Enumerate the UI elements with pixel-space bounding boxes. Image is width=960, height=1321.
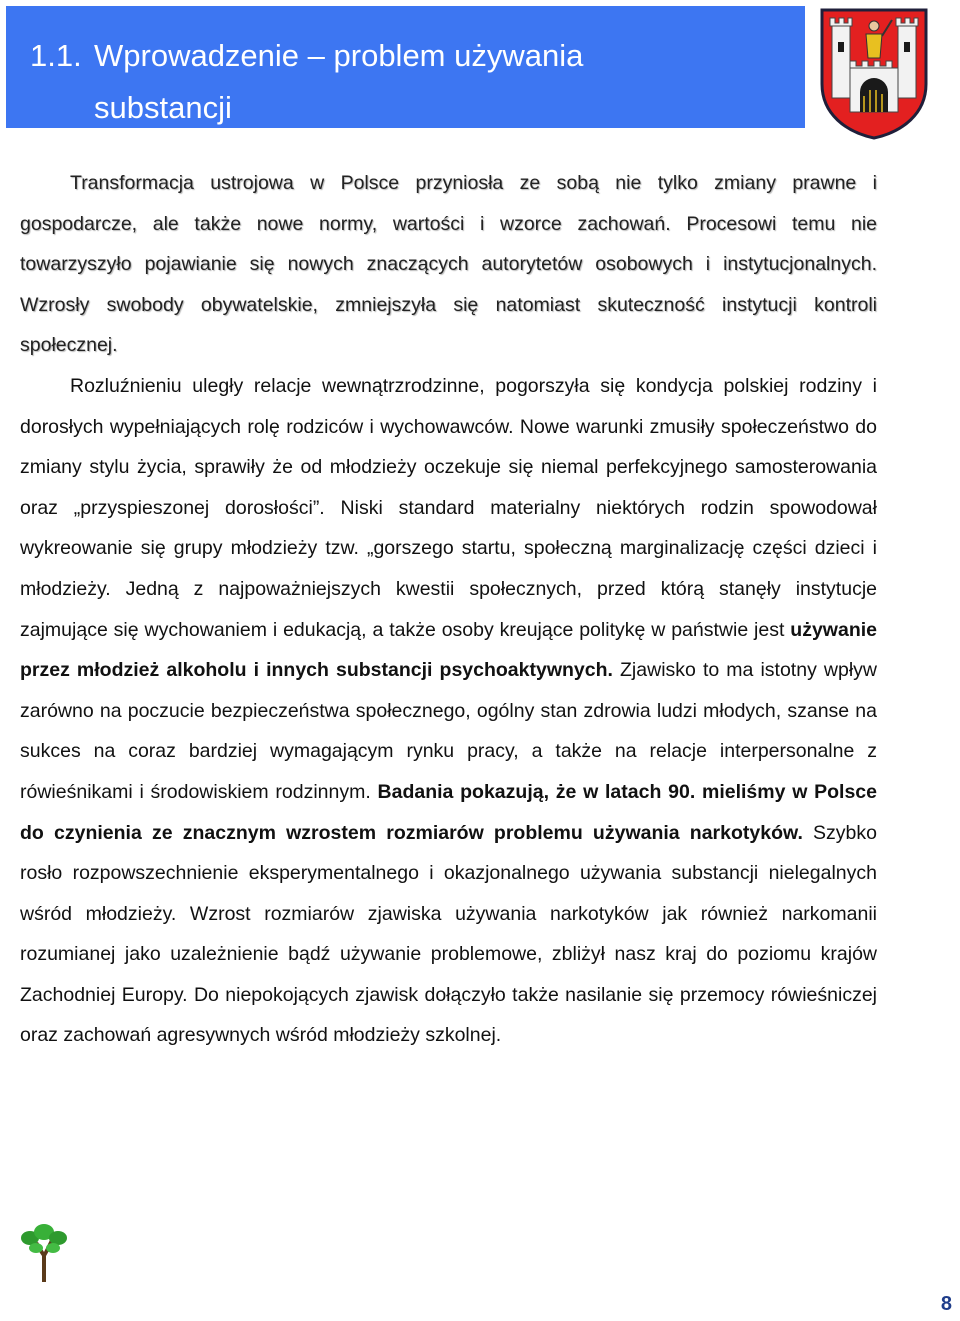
bold-phrase-research: Badania pokazują, że w latach 90. mieliśmy w Polsce do czynienia ze znacznym wzrostem rozmiarów problemu używania narkotyków. — [20, 780, 877, 844]
page-number: 8 — [940, 1293, 952, 1315]
title-line-1: Wprowadzenie – problem używania — [94, 38, 584, 73]
section-number: 1.1. — [30, 38, 82, 73]
paragraph-2: Rozluźnieniu uległy relacje wewnątrzrodzinne, pogorszyła się kondycja polskiej rodziny i dorosłych wypełniających rolę rodziców i wychowawców. Nowe warunki zmusiły społeczeństwo do zmiany stylu życia, sprawiły że od młodzieży oczekuje się niemal perfekcyjnego samosterowania oraz „przyspieszonej dorosłości”. Niski standard materialny niektórych rodzin spowodował wykreowanie się grupy młodzieży tzw. „gorszego startu, społeczną marginalizację części dzieci i młodzieży. Jedną z najpoważniejszych kwestii społecznych, przed którą stanęły instytucje zajmujące się wychowaniem i edukacją, a także osoby kreujące politykę w państwie jest używanie przez młodzież alkoholu i innych substancji psychoaktywnych. Zjawisko to ma istotny wpływ zarówno na poczucie bezpieczeństwa społecznego, ogólny stan zdrowia ludzi młodych, szanse na sukces na coraz bardziej wymagającym rynku pracy, a także na relacje interpersonalne z rówieśnikami i środowiskiem rodzinnym. Badania pokazują, że w latach 90. mieliśmy w Polsce do czynienia ze znacznym wzrostem rozmiarów problemu używania narkotyków. Szybko rosło rozpowszechnienie eksperymentalnego i okazjonalnego używania substancji nielegalnych wśród młodzieży. Wzrost rozmiarów zjawiska używania narkotyków jak również narkomanii rozumianej jako uzależnienie bądź używanie problemowe, zbliżył nasz kraj do poziomu krajów Zachodniej Europy. Do niepokojących zjawisk dołączyło także nasilanie się przemocy rówieśniczej oraz zachowań agresywnych wśród młodzieży szkolnej. — [20, 374, 877, 1047]
coat-of-arms-icon — [818, 6, 930, 140]
paragraph-1: Transformacja ustrojowa w Polsce przyniosła ze sobą nie tylko zmiany prawne i gospodarcze, ale także nowe normy, wartości i wzorce zachowań. Procesowi temu nie towarzyszyło pojawianie się nowych znaczących autorytetów osobowych i instytucjonalnych. Wzrosły swobody obywatelskie, zmniejszyła się natomiast skuteczność instytucji kontroli społecznej. — [20, 172, 877, 357]
tree-icon — [20, 1222, 68, 1284]
page-title — [30, 30, 790, 134]
bold-phrase-substances: używanie przez młodzież alkoholu i innych substancji psychoaktywnych. — [20, 618, 877, 682]
document-body — [20, 163, 877, 1056]
title-line-2: substancji — [94, 90, 232, 125]
